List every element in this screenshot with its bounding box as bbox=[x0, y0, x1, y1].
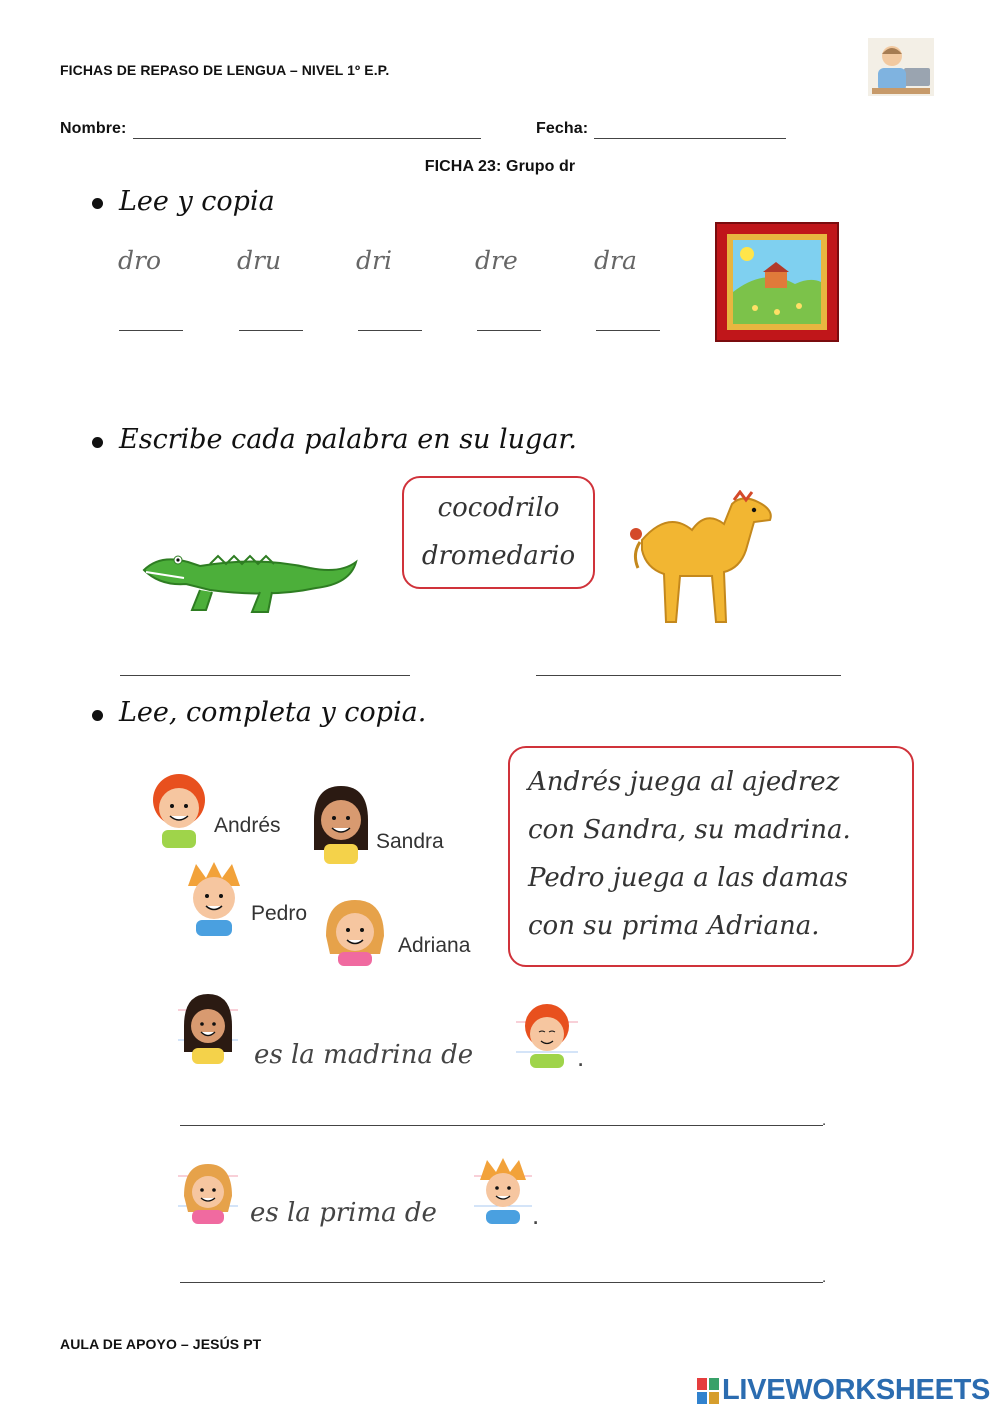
syllable-dre: dre bbox=[475, 246, 518, 275]
sandra-face bbox=[306, 780, 376, 866]
name-adriana: Adriana bbox=[398, 934, 471, 957]
worksheet-header-title: FICHAS DE REPASO DE LENGUA – NIVEL 1º E.P. bbox=[60, 62, 390, 78]
andres-face bbox=[146, 770, 212, 850]
syllable-dro: dro bbox=[118, 246, 162, 275]
sentence1-andres-icon bbox=[516, 1000, 578, 1070]
section2-instruction: Escribe cada palabra en su lugar. bbox=[119, 424, 577, 455]
syllable-dra: dra bbox=[594, 246, 637, 275]
answer-field-dro[interactable] bbox=[119, 330, 183, 331]
bullet-2 bbox=[92, 437, 103, 448]
bullet-1 bbox=[92, 198, 103, 209]
syllable-dri: dri bbox=[356, 246, 392, 275]
reading-text bbox=[528, 758, 851, 950]
sheet-title: FICHA 23: Grupo dr bbox=[424, 158, 576, 175]
word-bank-cocodrilo[interactable]: cocodrilo bbox=[437, 493, 560, 523]
answer-period-2: . bbox=[822, 1269, 827, 1286]
answer-field-cocodrilo[interactable] bbox=[120, 675, 410, 676]
answer-field-dre[interactable] bbox=[477, 330, 541, 331]
dromedary-illustration bbox=[628, 490, 778, 632]
crocodile-illustration bbox=[140, 540, 360, 618]
section3-instruction: Lee, completa y copia. bbox=[119, 697, 427, 728]
word-bank-dromedario[interactable]: dromedario bbox=[421, 541, 576, 571]
name-label: Nombre: bbox=[60, 120, 127, 137]
reading-line-3: Pedro juega a las damas bbox=[528, 863, 849, 893]
adriana-face bbox=[320, 896, 390, 968]
syllable-dru: dru bbox=[237, 246, 282, 275]
sentence2-pedro-icon bbox=[474, 1156, 532, 1226]
answer-field-dri[interactable] bbox=[358, 330, 422, 331]
answer-field-dromedario[interactable] bbox=[536, 675, 841, 676]
date-field[interactable] bbox=[594, 138, 786, 139]
reading-line-2: con Sandra, su madrina. bbox=[528, 815, 851, 845]
answer-field-dru[interactable] bbox=[239, 330, 303, 331]
bullet-3 bbox=[92, 710, 103, 721]
liveworksheets-brand[interactable]: LIVEWORKSHEETS bbox=[722, 1374, 991, 1406]
answer-period-1: . bbox=[822, 1112, 827, 1129]
liveworksheets-logo-icon bbox=[697, 1378, 719, 1404]
pedro-face bbox=[182, 858, 246, 938]
sentence1-text: es la madrina de bbox=[254, 1040, 474, 1070]
sentence1-period: . bbox=[577, 1042, 585, 1072]
name-pedro: Pedro bbox=[251, 902, 308, 925]
sentence2-text: es la prima de bbox=[250, 1198, 437, 1228]
name-andres: Andrés bbox=[214, 814, 281, 837]
section1-instruction: Lee y copia bbox=[119, 186, 275, 217]
reading-line-4: con su prima Adriana. bbox=[528, 911, 820, 941]
sentence2-period: . bbox=[532, 1200, 540, 1230]
reading-line-1: Andrés juega al ajedrez bbox=[528, 767, 840, 797]
name-field[interactable] bbox=[133, 138, 481, 139]
answer-field-dra[interactable] bbox=[596, 330, 660, 331]
sentence1-sandra-icon bbox=[178, 990, 238, 1066]
answer-field-sentence2[interactable] bbox=[180, 1282, 823, 1283]
answer-field-sentence1[interactable] bbox=[180, 1125, 823, 1126]
teacher-avatar bbox=[868, 38, 934, 96]
footer-text: AULA DE APOYO – JESÚS PT bbox=[60, 1336, 262, 1352]
picture-frame-illustration bbox=[715, 222, 839, 342]
date-label: Fecha: bbox=[536, 120, 589, 137]
sentence2-adriana-icon bbox=[178, 1160, 238, 1226]
name-sandra: Sandra bbox=[376, 830, 444, 853]
